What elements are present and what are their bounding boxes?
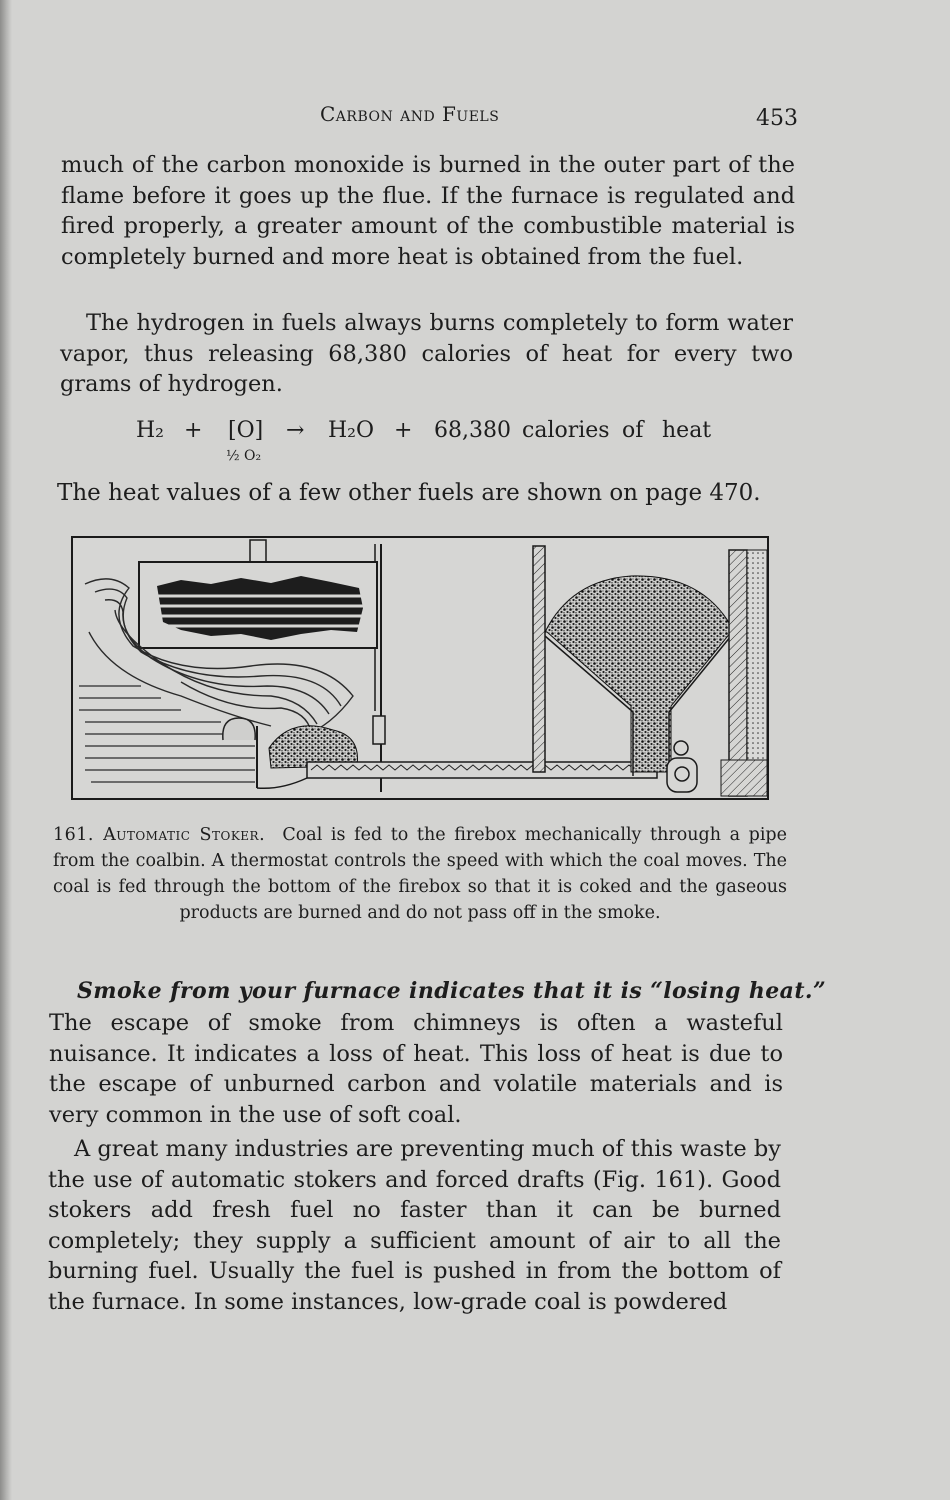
running-head: Carbon and Fuels — [320, 102, 500, 126]
figure-caption — [53, 822, 787, 926]
paragraph-2: The hydrogen in fuels always burns completely to form water vapor, thus releasing 68,380 calories of heat for every two grams of hydrogen. — [60, 310, 793, 397]
equation-calories: calories — [522, 418, 610, 443]
page-edge — [0, 0, 12, 1500]
equation-plus: + — [394, 418, 413, 443]
equation-plus: + — [184, 418, 203, 443]
figure-label: 161. Automatic Stoker. — [53, 825, 266, 845]
figure-caption-text: Coal is fed to the firebox mechanically through a pipe from the coalbin. A thermostat controls the speed with which the coal moves. The coal is fed through the bottom of the firebox so that it is coked and the gaseous products are burned and do not pass off in the smoke. — [53, 825, 787, 923]
page-header — [60, 102, 798, 132]
equation-of: of — [622, 418, 644, 443]
paragraph-5: A great many industries are preventing much of this waste by the use of automatic stokers and forced drafts (Fig. 161). Good stokers add fresh fuel no faster than it can be burned completely; they supply a sufficient amount of air to all the burning fuel. Usually the fuel is pushed in from the bottom of the furnace. In some instances, low-grade coal is powdered — [48, 1136, 782, 1315]
equation-oxygen: [O] — [228, 418, 264, 443]
equation-arrow: → — [286, 418, 305, 443]
chemical-equation — [136, 418, 736, 468]
equation-h2: H₂ — [136, 418, 165, 443]
paragraph-1: much of the carbon monoxide is burned in the outer part of the flame before it goes up the flue. If the furnace is regulated and fired properly, a greater amount of the combustible material is completely burned and more heat is obtained from the fuel. — [61, 152, 795, 270]
paragraph-3: The heat values of a few other fuels are shown on page 470. — [57, 480, 761, 506]
paragraph-4: The escape of smoke from chimneys is often a wasteful nuisance. It indicates a loss of heat. This loss of heat is due to the escape of unburned carbon and volatile materials and is very common in the use of soft coal. — [49, 1010, 783, 1128]
page-number: 453 — [756, 106, 798, 131]
equation-water: H₂O — [328, 418, 375, 443]
section-heading: Smoke from your furnace indicates that it is “losing heat.” — [77, 978, 827, 1004]
equation-heat: heat — [662, 418, 712, 443]
equation-half-o2: ½ O₂ — [226, 448, 262, 464]
stoker-diagram — [71, 536, 769, 800]
automatic-stoker-figure — [71, 536, 769, 800]
equation-energy: 68,380 — [434, 418, 511, 443]
